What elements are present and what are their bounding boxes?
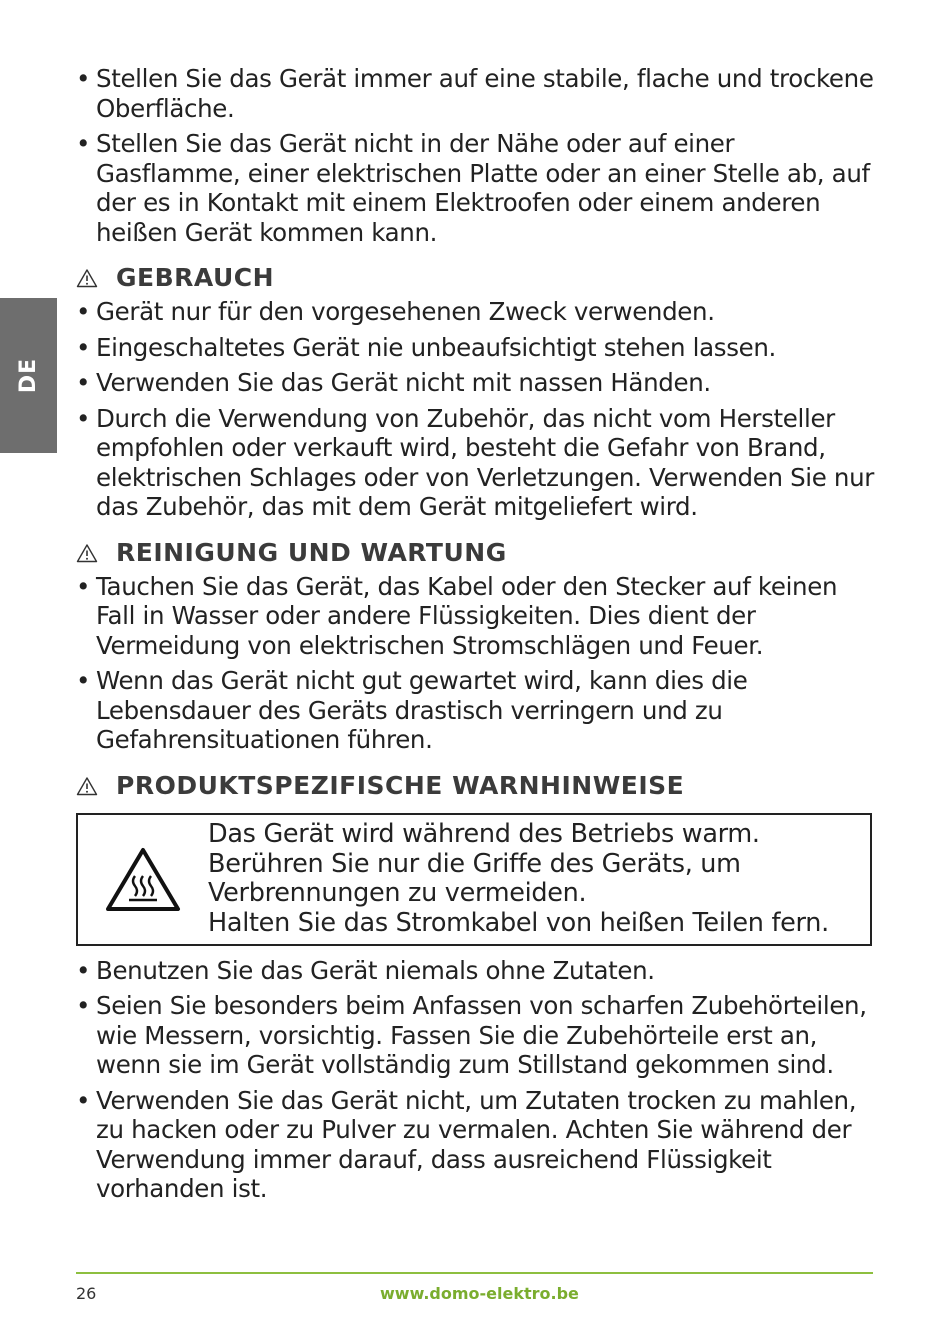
list-item: • Wenn das Gerät nicht gut gewartet wird, kann dies die Lebensdauer des Geräts drastisch verringern und zu Gefahrensituationen führen. bbox=[76, 666, 748, 754]
list-item: • Tauchen Sie das Gerät, das Kabel oder den Stecker auf keinen Fall in Wasser oder andere Flüssigkeiten. Dies dient der Vermeidung von elektrischen Stromschlägen und Feuer. bbox=[76, 571, 838, 660]
notice-line: Verbrennungen zu vermeiden. bbox=[208, 878, 587, 908]
section-heading-gebrauch: GEBRAUCH bbox=[76, 263, 876, 293]
bullet-icon: • bbox=[76, 64, 91, 93]
reinigung-list bbox=[76, 572, 876, 755]
bullet-icon: • bbox=[76, 129, 91, 158]
warning-triangle-icon bbox=[76, 543, 100, 563]
bullet-icon: • bbox=[76, 368, 91, 397]
list-item: • Stellen Sie das Gerät nicht in der Nähe oder auf einer Gasflamme, einer elektrischen Platte oder an einer Stelle ab, auf der es in Kontakt mit einem Elektroofen oder einem anderen heißen Gerät kommen kann. bbox=[76, 129, 870, 247]
page-number: 26 bbox=[76, 1284, 97, 1303]
bullet-icon: • bbox=[76, 1085, 91, 1115]
notice-line: Das Gerät wird während des Betriebs warm. bbox=[208, 819, 760, 849]
list-item: • Gerät nur für den vorgesehenen Zweck verwenden. bbox=[76, 297, 715, 326]
hot-surface-notice bbox=[76, 813, 872, 946]
footer-divider bbox=[76, 1272, 873, 1274]
list-item: • Eingeschaltetes Gerät nie unbeaufsichtigt stehen lassen. bbox=[76, 332, 776, 362]
list-item: • Seien Sie besonders beim Anfassen von scharfen Zubehörteilen, wie Messern, vorsichtig. Fassen Sie die Zubehörteile erst an, wenn sie im Gerät vollständig zum Stillstand gekommen sind. bbox=[76, 991, 867, 1079]
bullet-icon: • bbox=[76, 991, 91, 1020]
bullet-icon: • bbox=[76, 297, 91, 326]
manual-content bbox=[76, 64, 876, 1210]
list-item: • Verwenden Sie das Gerät nicht, um Zutaten trocken zu mahlen, zu hacken oder zu Pulver zu vermalen. Achten Sie während der Verwendung immer darauf, dass ausreichend Flüssigkeit vorhanden ist. bbox=[76, 1085, 857, 1203]
list-item: • Stellen Sie das Gerät immer auf eine stabile, flache und trockene Oberfläche. bbox=[76, 64, 874, 123]
list-item: • Benutzen Sie das Gerät niemals ohne Zutaten. bbox=[76, 955, 655, 985]
website-link[interactable]: www.domo-elektro.be bbox=[380, 1284, 579, 1303]
gebrauch-list bbox=[76, 297, 876, 522]
hot-surface-icon bbox=[78, 846, 208, 912]
notice-line: Halten Sie das Stromkabel von heißen Teilen fern. bbox=[208, 907, 829, 938]
language-tab bbox=[0, 298, 57, 453]
bullet-icon: • bbox=[76, 955, 91, 985]
warning-triangle-icon bbox=[76, 268, 100, 288]
list-item: • Durch die Verwendung von Zubehör, das nicht vom Hersteller empfohlen oder verkauft wird, besteht die Gefahr von Brand, elektrischen Schlages oder von Verletzungen. Verwenden Sie nur das Zubehör, das mit dem Gerät mitgeliefert wird. bbox=[76, 403, 874, 521]
bullet-icon: • bbox=[76, 666, 91, 695]
section-heading-reinigung: REINIGUNG UND WARTUNG bbox=[76, 538, 876, 568]
section-heading-produkt: PRODUKTSPEZIFISCHE WARNHINWEISE bbox=[76, 771, 876, 801]
notice-text bbox=[208, 820, 829, 938]
list-item: • Verwenden Sie das Gerät nicht mit nassen Händen. bbox=[76, 368, 711, 397]
warning-triangle-icon bbox=[76, 776, 100, 796]
language-tab-label: DE bbox=[15, 357, 41, 394]
notice-line: Berühren Sie nur die Griffe des Geräts, um bbox=[208, 848, 741, 879]
bullet-icon: • bbox=[76, 403, 91, 433]
bullet-icon: • bbox=[76, 571, 91, 601]
intro-list bbox=[76, 64, 876, 247]
produkt-list bbox=[76, 956, 876, 1204]
bullet-icon: • bbox=[76, 332, 91, 362]
